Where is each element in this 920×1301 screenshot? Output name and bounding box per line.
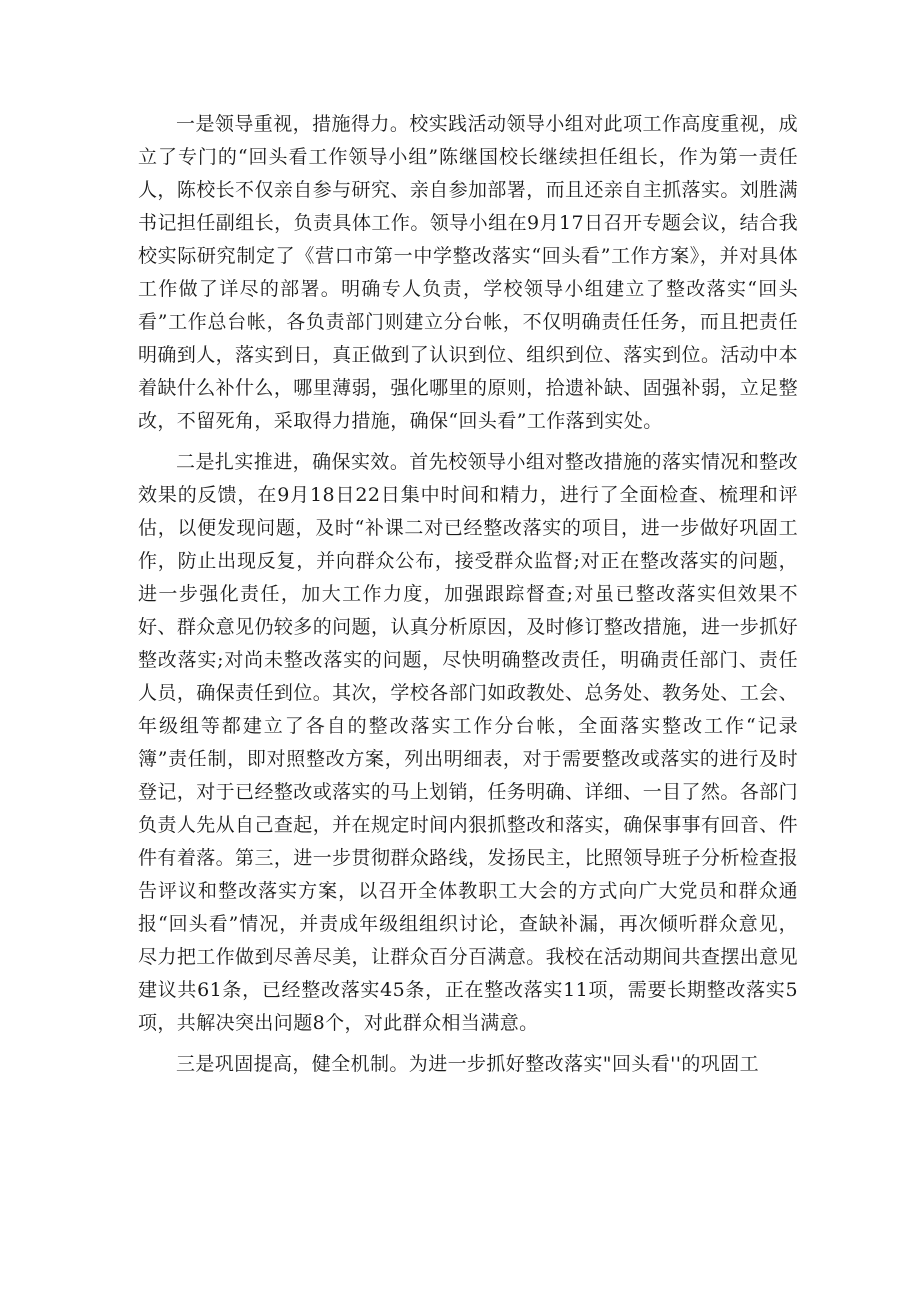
paragraph-consolidation: 三是巩固提高，健全机制。为进一步抓好整改落实"回头看''的巩固工 <box>176 1053 759 1075</box>
paragraph-leadership: 一是领导重视，措施得力。校实践活动领导小组对此项工作高度重视，成立了专门的“回头看工作领导小组”陈继国校长继续担任组长，作为第一责任人，陈校长不仅亲自参与研究、亲自参加部署，而且还亲自主抓落实。刘胜满书记担任副组长，负责具体工作。领导小组在9月17日召开专题会议，结合我校实际研究制定了《营口市第一中学整改落实“回头看”工作方案》，并对具体工作做了详尽的部署。明确专人负责，学校领导小组建立了整改落实“回头看”工作总台帐，各负责部门则建立分台帐，不仅明确责任任务，而且把责任明确到人，落实到日，真正做到了认识到位、组织到位、落实到位。活动中本着缺什么补什么，哪里薄弱，强化哪里的原则，拾遗补缺、固强补弱，立足整改，不留死角，采取得力措施，确保“回头看”工作落到实处。 <box>138 113 798 432</box>
paragraph-implementation: 二是扎实推进，确保实效。首先校领导小组对整改措施的落实情况和整改效果的反馈，在9月18日22日集中时间和精力，进行了全面检查、梳理和评估，以便发现问题，及时“补课二对已经整改落实的项目，进一步做好巩固工作，防止出现反复，并向群众公布，接受群众监督;对正在整改落实的问题，进一步强化责任，加大工作力度，加强跟踪督查;对虽已整改落实但效果不好、群众意见仍较多的问题，认真分析原因，及时修订整改措施，进一步抓好整改落实;对尚未整改落实的问题，尽快明确整改责任，明确责任部门、责任人员，确保责任到位。其次，学校各部门如政教处、总务处、教务处、工会、年级组等都建立了各自的整改落实工作分台帐，全面落实整改工作“记录簿”责任制，即对照整改方案，列出明细表，对于需要整改或落实的进行及时登记，对于已经整改或落实的马上划销，任务明确、详细、一目了然。各部门负责人先从自己查起，并在规定时间内狠抓整改和落实，确保事事有回音、件件有着落。第三，进一步贯彻群众路线，发扬民主，比照领导班子分析检查报告评议和整改落实方案，以召开全体教职工大会的方式向广大党员和群众通报“回头看”情况，并责成年级组组织讨论，查缺补漏，再次倾听群众意见，尽力把工作做到尽善尽美，让群众百分百满意。我校在活动期间共查摆出意见建议共61条，已经整改落实45条，正在整改落实11项，需要长期整改落实5项，共解决突出问题8个，对此群众相当满意。 <box>138 451 798 1034</box>
document-body <box>138 108 798 1089</box>
